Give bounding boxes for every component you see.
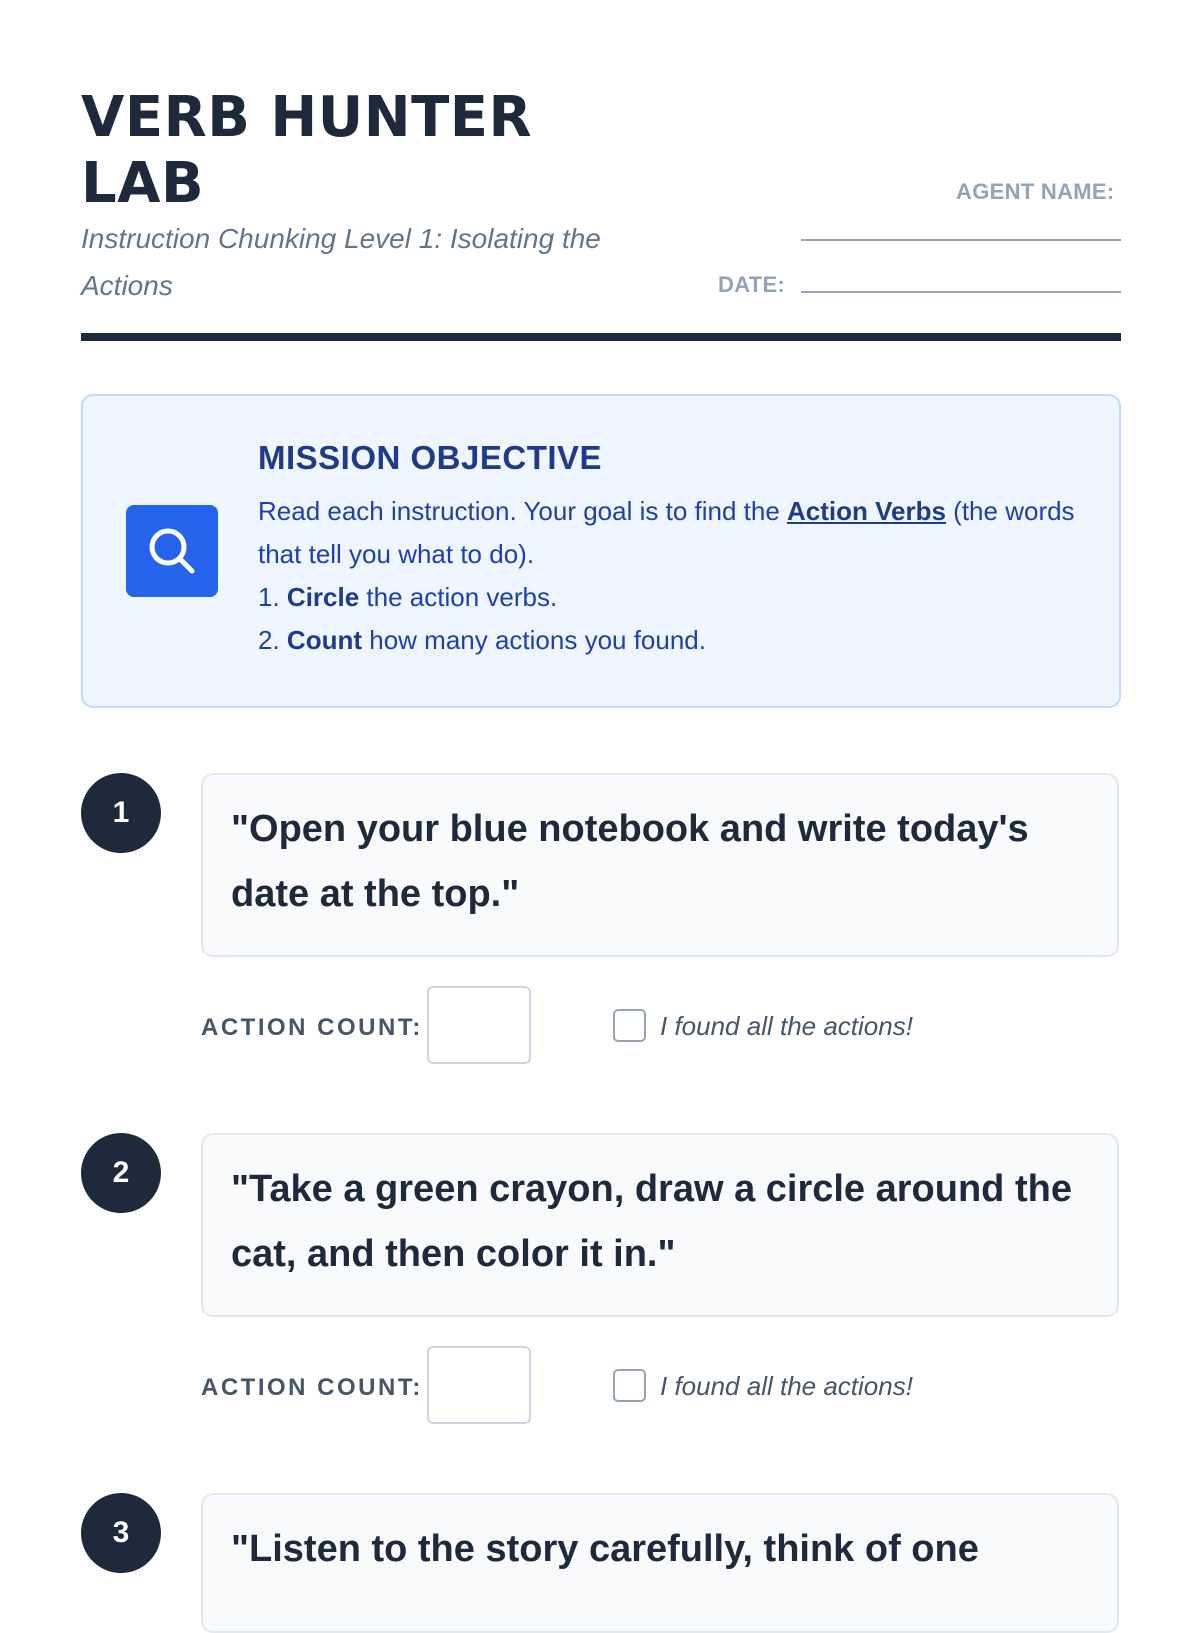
- instruction-text: "Take a green crayon, draw a circle around the cat, and then color it in.": [231, 1168, 1072, 1275]
- action-verbs-term: Action Verbs: [787, 496, 946, 526]
- answer-row: [201, 986, 1119, 1066]
- question-number-badge: 2: [81, 1133, 161, 1213]
- mission-intro: [258, 490, 1078, 576]
- instruction-card: [201, 1133, 1119, 1317]
- action-count-input[interactable]: [427, 986, 531, 1064]
- mission-step-2: [258, 619, 1078, 662]
- question-number-badge: 3: [81, 1493, 161, 1573]
- agent-name-field[interactable]: [801, 239, 1121, 241]
- step-text: the action verbs.: [359, 582, 558, 612]
- date-label: DATE:: [718, 272, 786, 297]
- question-3: [81, 1493, 1121, 1600]
- page-title: VERB HUNTER LAB: [81, 85, 533, 216]
- step-number: 2.: [258, 625, 280, 655]
- mission-step-1: [258, 576, 1078, 619]
- action-count-label: ACTION COUNT:: [201, 1374, 423, 1401]
- step-keyword: Count: [286, 625, 363, 655]
- action-count-label: ACTION COUNT:: [201, 1014, 423, 1041]
- found-all-label: I found all the actions!: [660, 1011, 913, 1041]
- step-text: how many actions you found.: [362, 625, 706, 655]
- instruction-card: [201, 1493, 1119, 1633]
- action-count-input[interactable]: [427, 1346, 531, 1424]
- found-all-label: I found all the actions!: [660, 1371, 913, 1401]
- instruction-card: [201, 773, 1119, 957]
- date-field[interactable]: [801, 291, 1121, 293]
- found-all-checkbox[interactable]: [613, 1369, 646, 1402]
- mission-intro-text-end: (the words that tell you what to do).: [258, 496, 1075, 569]
- worksheet-page: [81, 0, 1121, 1600]
- mission-intro-text: Read each instruction. Your goal is to find the: [258, 496, 788, 526]
- step-number: 1.: [258, 582, 280, 612]
- mission-text: [258, 438, 1078, 662]
- instruction-text: "Open your blue notebook and write today's date at the top.": [231, 808, 1029, 915]
- agent-name-label: AGENT NAME:: [956, 179, 1115, 204]
- worksheet-header: [81, 85, 1121, 342]
- mission-title: MISSION OBJECTIVE: [258, 439, 603, 476]
- header-divider: [81, 333, 1121, 341]
- question-1: [81, 773, 1121, 1073]
- found-all-checkbox[interactable]: [613, 1009, 646, 1042]
- page-subtitle: Instruction Chunking Level 1: Isolating the Actions: [81, 223, 601, 301]
- mission-objective-box: [81, 394, 1121, 708]
- step-keyword: Circle: [286, 582, 360, 612]
- answer-row: [201, 1346, 1119, 1426]
- search-icon: [126, 505, 218, 597]
- question-2: [81, 1133, 1121, 1433]
- instruction-text: "Listen to the story carefully, think of one: [231, 1528, 979, 1570]
- question-number-badge: 1: [81, 773, 161, 853]
